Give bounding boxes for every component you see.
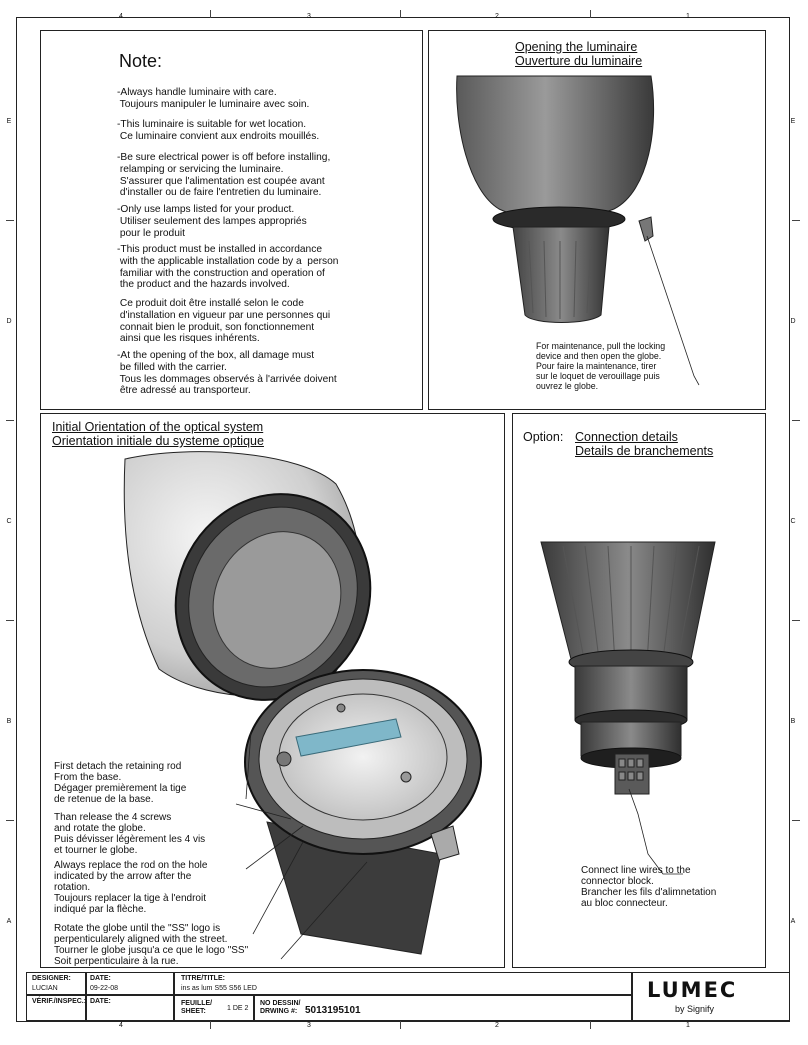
tb-logo — [632, 972, 790, 1021]
zone-row-label: B — [790, 718, 796, 725]
zone-row-label: A — [6, 918, 12, 925]
zone-tick — [6, 420, 14, 421]
zone-row-label: E — [790, 118, 796, 125]
orientation-step: First detach the retaining rod From the base. Dégager premièrement la tige de retenue de la base. — [54, 761, 187, 805]
tb-drawing-value: 5013195101 — [305, 1005, 361, 1016]
zone-tick — [210, 10, 211, 18]
tb-sheet-label: FEUILLE/ SHEET: — [181, 1000, 213, 1015]
zone-col-label: 4 — [119, 13, 123, 20]
tb-drawing-label: NO DESSIN/ DRWING #: — [260, 1000, 301, 1015]
opening-heading-en: Opening the luminaire — [515, 40, 638, 54]
zone-col-label: 1 — [686, 1022, 690, 1029]
zone-tick — [792, 220, 800, 221]
zone-tick — [792, 420, 800, 421]
tb-designer-label: DESIGNER: — [32, 975, 71, 982]
note-item: -At the opening of the box, all damage must be filled with the carrier. Tous les dommages observés à l'arrivée doivent être adressé au transporteur. — [117, 350, 337, 397]
opening-panel — [428, 30, 766, 410]
orientation-panel — [40, 413, 505, 968]
zone-row-label: D — [790, 318, 796, 325]
zone-row-label: C — [6, 518, 12, 525]
note-item: Ce produit doit être installé selon le code d'installation en vigueur par une personnes qui connait bien le produit, son fonctionnement ainsi que les risques inhérents. — [119, 298, 331, 345]
zone-tick — [210, 1021, 211, 1029]
signify-logo: by Signify — [675, 1004, 715, 1014]
note-item: -Always handle luminaire with care. Toujours manipuler le luminaire avec soin. — [117, 87, 310, 110]
zone-tick — [792, 820, 800, 821]
zone-row-label: B — [6, 718, 12, 725]
note-item: -This product must be installed in accordance with the applicable installation code by a person familiar with the construction and operation of the product and the hazards involved. — [117, 244, 339, 291]
orientation-heading-fr: Orientation initiale du systeme optique — [52, 434, 264, 448]
orientation-step: Rotate the globe until the "SS" logo is perpenticularely aligned with the street. Tourner le globe jusqu'a ce que le logo "SS" Soit perpenticulaire à la rue. — [54, 923, 249, 967]
zone-row-label: D — [6, 318, 12, 325]
tb-verif-label: VÉRIF./INSPEC.: — [32, 998, 87, 1005]
opening-caption: For maintenance, pull the locking device and then open the globe. Pour faire la maintenance, tirer sur le loquet de verouillage puis ouvrez le globe. — [536, 341, 666, 391]
tb-title-value: ins as lum S55 S56 LED — [181, 985, 257, 992]
zone-tick — [400, 10, 401, 18]
zone-col-label: 1 — [686, 13, 690, 20]
zone-tick — [590, 1021, 591, 1029]
tb-date2-label: DATE: — [90, 998, 111, 1005]
zone-tick — [6, 620, 14, 621]
tb-title-label: TITRE/TITLE: — [181, 975, 225, 982]
tb-drawing — [254, 995, 632, 1021]
zone-tick — [400, 1021, 401, 1029]
zone-tick — [590, 10, 591, 18]
zone-row-label: E — [6, 118, 12, 125]
zone-col-label: 2 — [495, 13, 499, 20]
zone-col-label: 2 — [495, 1022, 499, 1029]
note-item: -Be sure electrical power is off before installing, relamping or servicing the luminaire. S'assurer que l'alimentation est coupée avant d'installer ou de faire l'entretien du luminaire. — [117, 152, 331, 199]
zone-col-label: 3 — [307, 13, 311, 20]
zone-tick — [6, 220, 14, 221]
zone-tick — [792, 620, 800, 621]
tb-date2 — [86, 995, 174, 1021]
tb-sheet-value: 1 DE 2 — [227, 1005, 249, 1012]
tb-sheet — [174, 995, 254, 1021]
zone-col-label: 3 — [307, 1022, 311, 1029]
zone-tick — [6, 820, 14, 821]
note-panel — [40, 30, 423, 410]
connection-heading-fr: Details de branchements — [575, 444, 714, 458]
note-title: Note: — [119, 51, 163, 71]
orientation-heading-en: Initial Orientation of the optical system — [52, 420, 264, 434]
note-item: -This luminaire is suitable for wet location. Ce luminaire convient aux endroits mouillés. — [117, 119, 320, 142]
tb-designer — [26, 972, 86, 995]
tb-date-value: 09-22-08 — [90, 985, 119, 992]
zone-columns-top — [16, 13, 790, 23]
tb-designer-value: LUCIAN — [32, 985, 58, 992]
connection-panel — [512, 413, 766, 968]
tb-title — [174, 972, 632, 995]
connection-heading-en: Connection details — [575, 430, 678, 444]
zone-row-label: C — [790, 518, 796, 525]
lumec-logo: LUMEC — [647, 978, 738, 1002]
tb-verif — [26, 995, 86, 1021]
option-label: Option: — [523, 430, 564, 444]
tb-date-label: DATE: — [90, 975, 111, 982]
zone-columns-bottom — [16, 1022, 790, 1032]
opening-heading-fr: Ouverture du luminaire — [515, 54, 643, 68]
note-item: -Only use lamps listed for your product. Utiliser seulement des lampes appropriés pour le produit — [117, 204, 307, 239]
connection-caption: Connect line wires to the connector block. Brancher les fils d'alimnetation au bloc connecteur. — [581, 865, 717, 909]
tb-date — [86, 972, 174, 995]
orientation-step: Than release the 4 screws and rotate the globe. Puis dévisser légèrement les 4 vis et tourner le globe. — [54, 812, 206, 856]
zone-row-label: A — [790, 918, 796, 925]
orientation-step: Always replace the rod on the hole indicated by the arrow after the rotation. Toujours replacer la tige à l'endroit indiqué par la flèche. — [54, 860, 208, 915]
zone-col-label: 4 — [119, 1022, 123, 1029]
